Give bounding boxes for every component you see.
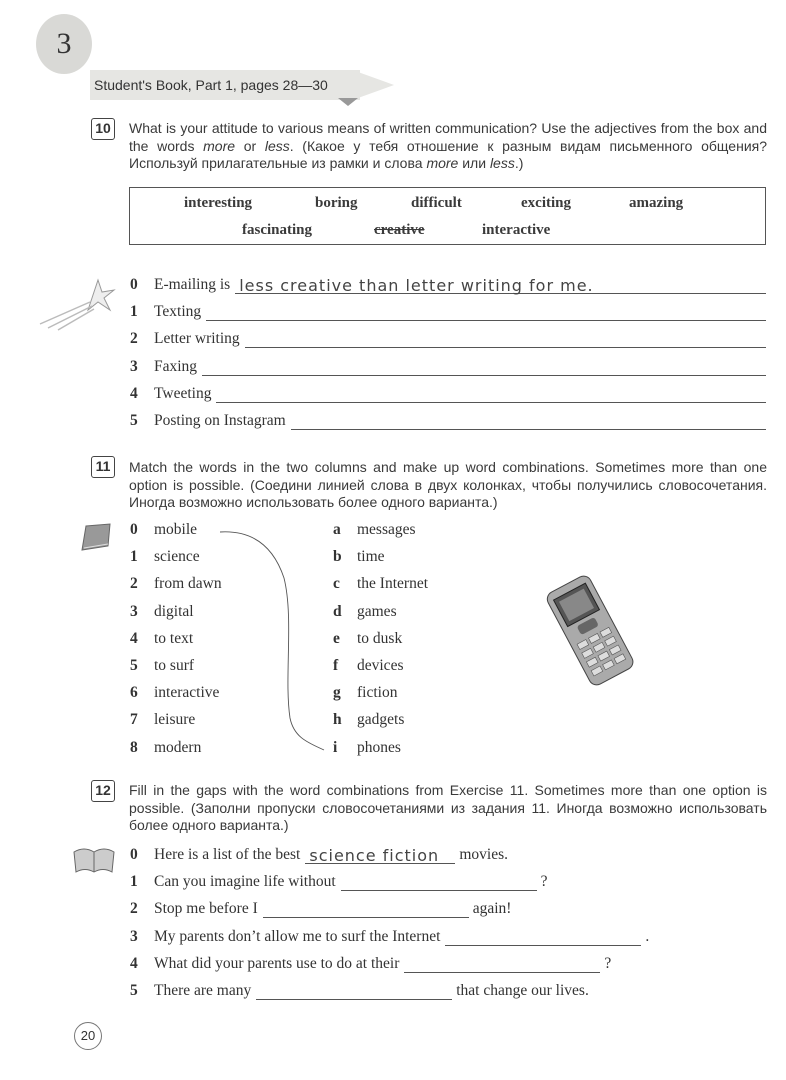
- answer-field[interactable]: [245, 332, 766, 348]
- left-column-item: [130, 575, 222, 593]
- item-number: 3: [130, 927, 138, 945]
- sentence-start: Here is a list of the best: [154, 846, 301, 863]
- answer-field[interactable]: [206, 305, 766, 321]
- item-number: 2: [130, 330, 138, 348]
- item-text: devices: [357, 657, 404, 674]
- item-text: E-mailing is: [154, 276, 231, 293]
- answer-field[interactable]: [235, 278, 766, 294]
- gap-field[interactable]: [256, 984, 452, 1000]
- item-number: 6: [130, 684, 138, 702]
- item-text: messages: [357, 521, 416, 538]
- item-text: Texting: [154, 303, 202, 321]
- item-letter: f: [333, 657, 339, 674]
- sentence-start: Can you imagine life without: [154, 873, 336, 891]
- left-column-item: [130, 711, 195, 729]
- item-letter: a: [333, 521, 341, 538]
- item-number: 5: [130, 412, 138, 429]
- exercise-number: 11: [91, 456, 115, 478]
- left-column-item: [130, 548, 200, 566]
- item-text: Tweeting: [154, 384, 212, 402]
- item-number: 1: [130, 548, 138, 566]
- item-number: 0: [130, 276, 138, 293]
- box-word: boring: [315, 195, 358, 211]
- sentence-start: There are many: [154, 982, 252, 999]
- item-text: games: [357, 602, 397, 620]
- box-word: amazing: [629, 195, 684, 211]
- item-number: 5: [130, 657, 138, 674]
- exercise-number: 12: [91, 780, 115, 802]
- left-column-item: [130, 739, 201, 757]
- sentence-end: again!: [472, 900, 512, 918]
- item-text: the Internet: [357, 575, 429, 593]
- answer-field[interactable]: [291, 414, 766, 430]
- item-letter: c: [333, 575, 340, 593]
- right-column-item: [333, 521, 416, 539]
- book-icon: [72, 844, 116, 874]
- item-text: from dawn: [154, 575, 222, 593]
- item-text: mobile: [154, 521, 198, 538]
- right-column-item: [333, 657, 403, 675]
- sentence-end: ?: [540, 873, 548, 891]
- match-line: [214, 528, 334, 756]
- exercise-instruction: Match the words in the two columns and make up word combinations. Sometimes more than one option is possible. (Соедини линией слова в двух колонках, чтобы получились словосочетания. Иногда возможно использовать более одного варианта.): [129, 459, 767, 510]
- answer-row: [130, 408, 766, 430]
- item-number: 3: [130, 357, 138, 375]
- item-text: to dusk: [357, 629, 403, 647]
- exercise-instruction: Fill in the gaps with the word combinations from Exercise 11. Sometimes more than one option is possible. (Заполни пропуски словосочетаниями из задания 11. Иногда возможно использовать более одного варианта.): [129, 782, 767, 833]
- box-word: interesting: [184, 195, 253, 211]
- box-word-crossed: creative: [374, 222, 425, 238]
- answer-row: [130, 299, 766, 321]
- left-column-item: [130, 630, 193, 648]
- item-text: science: [154, 548, 200, 566]
- answer-field[interactable]: [216, 387, 766, 403]
- item-text: to surf: [154, 657, 195, 674]
- answer-row: [130, 326, 766, 348]
- gap-sentence: [130, 951, 611, 973]
- gap-sentence: [130, 924, 649, 946]
- gap-sentence: [130, 869, 548, 891]
- right-column-item: [333, 711, 404, 729]
- sentence-end: movies.: [459, 846, 509, 863]
- item-text: gadgets: [357, 711, 405, 729]
- item-number: 0: [130, 521, 138, 538]
- item-number: 3: [130, 602, 138, 620]
- right-column-item: [333, 630, 402, 648]
- gap-sentence: [130, 842, 508, 864]
- answer-row: [130, 272, 766, 294]
- box-word: difficult: [411, 195, 462, 211]
- gap-sentence: [130, 896, 511, 918]
- item-text: time: [357, 548, 385, 566]
- handwritten-answer: science fiction: [309, 846, 440, 865]
- right-column-item: [333, 575, 428, 593]
- item-text: Posting on Instagram: [154, 412, 286, 429]
- item-text: interactive: [154, 684, 220, 702]
- item-text: fiction: [357, 684, 398, 702]
- box-word: interactive: [482, 222, 551, 238]
- item-letter: b: [333, 548, 342, 566]
- sentence-start: Stop me before I: [154, 900, 258, 918]
- book-reference: Student's Book, Part 1, pages 28—30: [90, 70, 360, 100]
- item-number: 2: [130, 900, 138, 918]
- handwritten-answer: less creative than letter writing for me.: [239, 276, 594, 295]
- item-letter: e: [333, 629, 340, 647]
- left-column-item: [130, 684, 219, 702]
- item-number: 4: [130, 384, 138, 402]
- sentence-end: .: [645, 927, 650, 945]
- answer-row: [130, 354, 766, 376]
- left-column-item: [130, 657, 194, 675]
- mobile-phone-image: [536, 570, 646, 690]
- item-letter: h: [333, 711, 342, 729]
- unit-badge: 3: [36, 14, 92, 74]
- gap-field[interactable]: [341, 875, 537, 891]
- sentence-end: ?: [604, 954, 612, 972]
- right-column-item: [333, 739, 401, 757]
- item-text: Faxing: [154, 357, 198, 375]
- right-column-item: [333, 684, 397, 702]
- item-number: 7: [130, 711, 138, 729]
- word-box: [129, 187, 766, 245]
- page-number: 20: [74, 1022, 102, 1050]
- notebook-icon: [80, 522, 114, 552]
- item-number: 1: [130, 303, 138, 321]
- item-letter: i: [333, 738, 338, 756]
- item-number: 0: [130, 846, 138, 863]
- reference-arrow: [358, 72, 394, 98]
- answer-field[interactable]: [202, 360, 766, 376]
- item-number: 1: [130, 873, 138, 891]
- right-column-item: [333, 603, 397, 621]
- item-number: 8: [130, 738, 138, 756]
- exercise-instruction: What is your attitude to various means of written communication? Use the adjectives from the box and the words more or less. (Какое у тебя отношение к разным видам письменного общения? Используй прилагательные из рамки и слова more или less.): [129, 120, 768, 171]
- sentence-start: What did your parents use to do at their: [154, 954, 400, 972]
- item-text: digital: [154, 602, 194, 620]
- right-column-item: [333, 548, 385, 566]
- answer-row: [130, 381, 766, 403]
- item-text: modern: [154, 738, 202, 756]
- gap-field[interactable]: [305, 848, 455, 864]
- reference-fold: [338, 98, 358, 106]
- item-number: 4: [130, 629, 138, 647]
- item-number: 5: [130, 982, 138, 999]
- sentence-start: My parents don’t allow me to surf the Internet: [154, 927, 441, 945]
- item-text: leisure: [154, 711, 196, 729]
- item-text: to text: [154, 629, 194, 647]
- sentence-end: that change our lives.: [456, 982, 589, 999]
- item-number: 2: [130, 575, 138, 593]
- gap-field[interactable]: [263, 902, 469, 918]
- item-number: 4: [130, 954, 138, 972]
- item-text: phones: [357, 738, 401, 756]
- box-word: fascinating: [242, 222, 313, 238]
- gap-field[interactable]: [404, 957, 600, 973]
- left-column-item: [130, 603, 194, 621]
- box-word: exciting: [521, 195, 571, 211]
- exercise-number: 10: [91, 118, 115, 140]
- left-column-item: [130, 521, 197, 539]
- item-text: Letter writing: [154, 330, 240, 348]
- gap-sentence: [130, 978, 589, 1000]
- gap-field[interactable]: [445, 930, 641, 946]
- item-letter: d: [333, 602, 342, 620]
- star-icon: [38, 276, 122, 332]
- item-letter: g: [333, 684, 341, 702]
